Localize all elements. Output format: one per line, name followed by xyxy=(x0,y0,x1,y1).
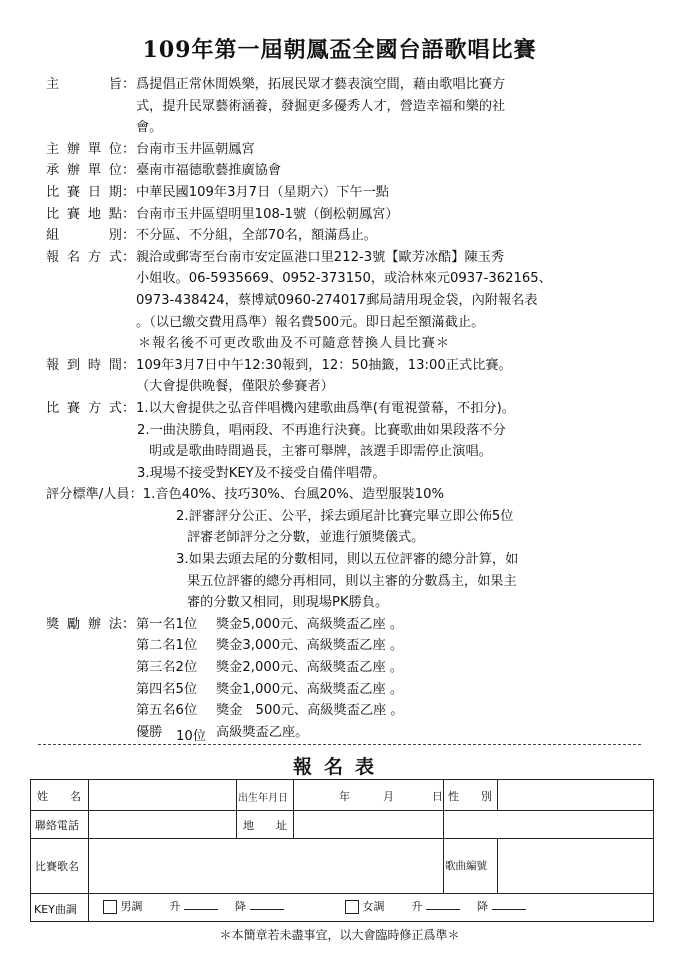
method-line-3: 明或是歌曲時間過長，主審可舉牌，該選手即需停止演唱。 xyxy=(149,444,492,460)
footer-note: ＊本簡章若未盡事宜，以大會臨時修正爲準＊ xyxy=(219,928,460,942)
award-rank-extra: 優勝 xyxy=(136,724,163,740)
female-label: 女調 xyxy=(362,900,385,913)
award-rank: 第五名6位 xyxy=(136,703,198,719)
song-label: 比賽歌名 xyxy=(35,860,79,873)
method-colon: ： xyxy=(122,400,136,416)
group-value: 不分區、不分組，全部70名，額滿爲止。 xyxy=(136,228,377,244)
award-row-4 xyxy=(46,679,646,701)
lyricist-label: 歌曲編號 xyxy=(445,860,487,872)
form-divider xyxy=(31,893,653,894)
award-prize: 獎金5,000元、高級獎盃乙座 。 xyxy=(216,616,404,632)
award-row-5 xyxy=(46,700,646,722)
rules-section xyxy=(46,74,646,743)
year-label: 年 xyxy=(339,790,350,803)
purpose-line-1: 爲提倡正常休閒娛樂，拓展民眾才藝表演空間，藉由歌唱比賽方 xyxy=(136,77,506,92)
checkin-label: 報到時間 xyxy=(46,357,122,373)
award-row-6 xyxy=(46,722,646,744)
scoring-line-6: 審的分數又相同，則現場PK勝負。 xyxy=(187,595,389,611)
male-up-label: 升 xyxy=(169,900,181,913)
awards-label: 獎勵辦法 xyxy=(46,616,122,632)
organizer-value: 台南市玉井區朝鳳宮 xyxy=(136,141,255,157)
awards-colon: ： xyxy=(122,616,136,632)
phone-field[interactable] xyxy=(91,812,233,836)
organizer-colon: ： xyxy=(122,141,136,157)
male-label: 男調 xyxy=(120,900,143,913)
award-prize-extra: 高級獎盃乙座。 xyxy=(216,724,309,740)
group-label: 組 別 xyxy=(46,228,122,244)
organizer-label: 主辦單位 xyxy=(46,141,122,157)
registration-label: 報名方式 xyxy=(46,249,122,265)
date-value: 中華民國109年3月7日（星期六）下午一點 xyxy=(136,184,389,200)
day-label: 日 xyxy=(432,790,443,803)
form-divider xyxy=(497,780,498,810)
date-colon: ： xyxy=(122,184,136,200)
method-line-4: 3.現場不接受對KEY及不接受自備伴唱帶。 xyxy=(137,465,386,481)
registration-form xyxy=(30,779,654,922)
form-title: 報名表 xyxy=(292,756,386,778)
female-up-label: 升 xyxy=(411,900,423,913)
male-checkbox[interactable] xyxy=(103,900,117,914)
male-key-group xyxy=(103,898,284,914)
co-organizer-label: 承辦單位 xyxy=(46,163,122,179)
method-label: 比賽方式 xyxy=(46,400,122,416)
award-prize: 獎金2,000元、高級獎盃乙座 。 xyxy=(216,660,404,676)
month-label: 月 xyxy=(383,790,394,803)
award-rank: 第二名1位 xyxy=(136,638,198,654)
name-label: 姓 名 xyxy=(37,790,81,803)
scoring-label: 評分標準/人員 xyxy=(46,487,130,503)
form-divider xyxy=(31,838,653,839)
award-prize: 獎金1,000元、高級獎盃乙座 。 xyxy=(216,681,404,697)
female-up-field[interactable] xyxy=(426,900,460,910)
female-down-label: 降 xyxy=(477,900,488,913)
page-title: 109年第一屆朝鳳盃全國台語歌唱比賽 xyxy=(142,37,537,63)
scoring-line-2: 2.評審評分公正、公平，採去頭尾計比賽完畢立即公佈5位 xyxy=(176,508,514,524)
birth-label: 出生年月日 xyxy=(238,793,288,804)
venue-label: 比賽地點 xyxy=(46,206,122,222)
song-field[interactable] xyxy=(91,841,439,891)
gender-label: 性 別 xyxy=(448,790,492,803)
checkin-row xyxy=(46,355,646,377)
scoring-row xyxy=(46,484,646,506)
co-organizer-row xyxy=(46,160,646,182)
registration-line-1: 親洽或郵寄至台南市安定區港口里212-3號【歐芳冰酷】陳玉秀 xyxy=(136,249,505,265)
method-row xyxy=(46,398,646,420)
form-divider xyxy=(88,893,89,921)
scoring-line-3: 評審老師評分之分數，並進行頒獎儀式。 xyxy=(187,530,425,546)
male-down-field[interactable] xyxy=(250,900,284,910)
birth-field[interactable] xyxy=(295,782,441,808)
date-label: 比賽日期 xyxy=(46,184,122,200)
award-row-3 xyxy=(46,657,646,679)
female-down-field[interactable] xyxy=(492,900,526,910)
award-row-2 xyxy=(46,635,646,657)
registration-colon: ： xyxy=(122,249,136,265)
form-divider xyxy=(31,810,653,811)
dashed-separator xyxy=(38,744,641,745)
phone-label: 聯絡電話 xyxy=(35,819,79,832)
key-label: KEY曲調 xyxy=(34,903,77,916)
award-prize: 獎金3,000元、高級獎盃乙座 。 xyxy=(216,638,404,654)
scoring-line-4: 3.如果去頭去尾的分數相同，則以五位評審的總分計算，如 xyxy=(176,552,519,568)
registration-line-2: 小姐收。06-5935669、0952-373150，或洽林來元0937-362165、 xyxy=(136,271,552,287)
method-line-2: 2.一曲決勝負，唱兩段、不再進行決賽。比賽歌曲如果段落不分 xyxy=(137,422,506,438)
purpose-colon: ： xyxy=(122,77,136,92)
award-rank: 第一名1位 xyxy=(136,616,198,632)
song-number-field[interactable] xyxy=(500,841,650,891)
male-up-field[interactable] xyxy=(184,900,218,910)
checkin-line-2: （大會提供晚餐，僅限於參賽者） xyxy=(136,379,334,395)
registration-row xyxy=(46,247,646,269)
award-row-1 xyxy=(46,614,646,636)
registration-note: ＊報名後不可更改歌曲及不可隨意替換人員比賽＊ xyxy=(138,336,451,352)
organizer-row xyxy=(46,139,646,161)
checkin-colon: ： xyxy=(122,357,136,373)
address-label: 地 址 xyxy=(243,819,287,832)
method-line-1: 1.以大會提供之弘音伴唱機內建歌曲爲準(有電視螢幕，不扣分)。 xyxy=(136,400,515,416)
form-divider xyxy=(236,780,237,838)
registration-line-3: 0973-438424，蔡博斌0960-274017郵局請用現金袋，內附報名表 xyxy=(136,292,538,308)
purpose-line-3: 會。 xyxy=(136,120,163,136)
address-field[interactable] xyxy=(295,812,650,836)
award-prize: 獎金 500元、高級獎盃乙座 。 xyxy=(216,703,404,719)
venue-row xyxy=(46,204,646,226)
form-divider xyxy=(293,780,294,838)
award-count-extra: 10位 xyxy=(176,728,206,744)
group-colon: ： xyxy=(122,228,136,244)
female-key-group xyxy=(345,898,526,914)
purpose-line-2: 式，提升民眾藝術涵養，發掘更多優秀人才，營造幸福和樂的社 xyxy=(136,98,506,114)
form-divider xyxy=(88,780,89,893)
venue-colon: ： xyxy=(122,206,136,222)
scoring-line-5: 果五位評審的總分再相同，則以主審的分數爲主，如果主 xyxy=(187,573,517,589)
form-divider xyxy=(443,780,444,893)
scoring-colon: ： xyxy=(129,487,143,503)
co-organizer-value: 臺南市福德歌藝推廣協會 xyxy=(136,163,282,179)
date-row xyxy=(46,182,646,204)
registration-line-4: 。（以已繳交費用爲準）報名費500元。即日起至額滿截止。 xyxy=(136,314,485,330)
co-organizer-colon: ： xyxy=(122,163,136,179)
group-row xyxy=(46,225,646,247)
checkin-line-1: 109年3月7日中午12:30報到，12：50抽籤，13:00正式比賽。 xyxy=(136,357,512,373)
gender-field[interactable] xyxy=(500,782,650,808)
female-checkbox[interactable] xyxy=(345,900,359,914)
purpose-label: 主 旨 xyxy=(46,77,122,92)
award-rank: 第四名5位 xyxy=(136,681,198,697)
venue-value: 台南市玉井區望明里108-1號（倒松朝鳳宮） xyxy=(136,206,399,222)
award-rank: 第三名2位 xyxy=(136,660,198,676)
scoring-line-1: 1.音色40%、技巧30%、台風20%、造型服裝10% xyxy=(142,487,445,503)
form-divider xyxy=(497,838,498,893)
name-field[interactable] xyxy=(91,782,233,808)
purpose-row xyxy=(46,74,646,96)
male-down-label: 降 xyxy=(235,900,246,913)
